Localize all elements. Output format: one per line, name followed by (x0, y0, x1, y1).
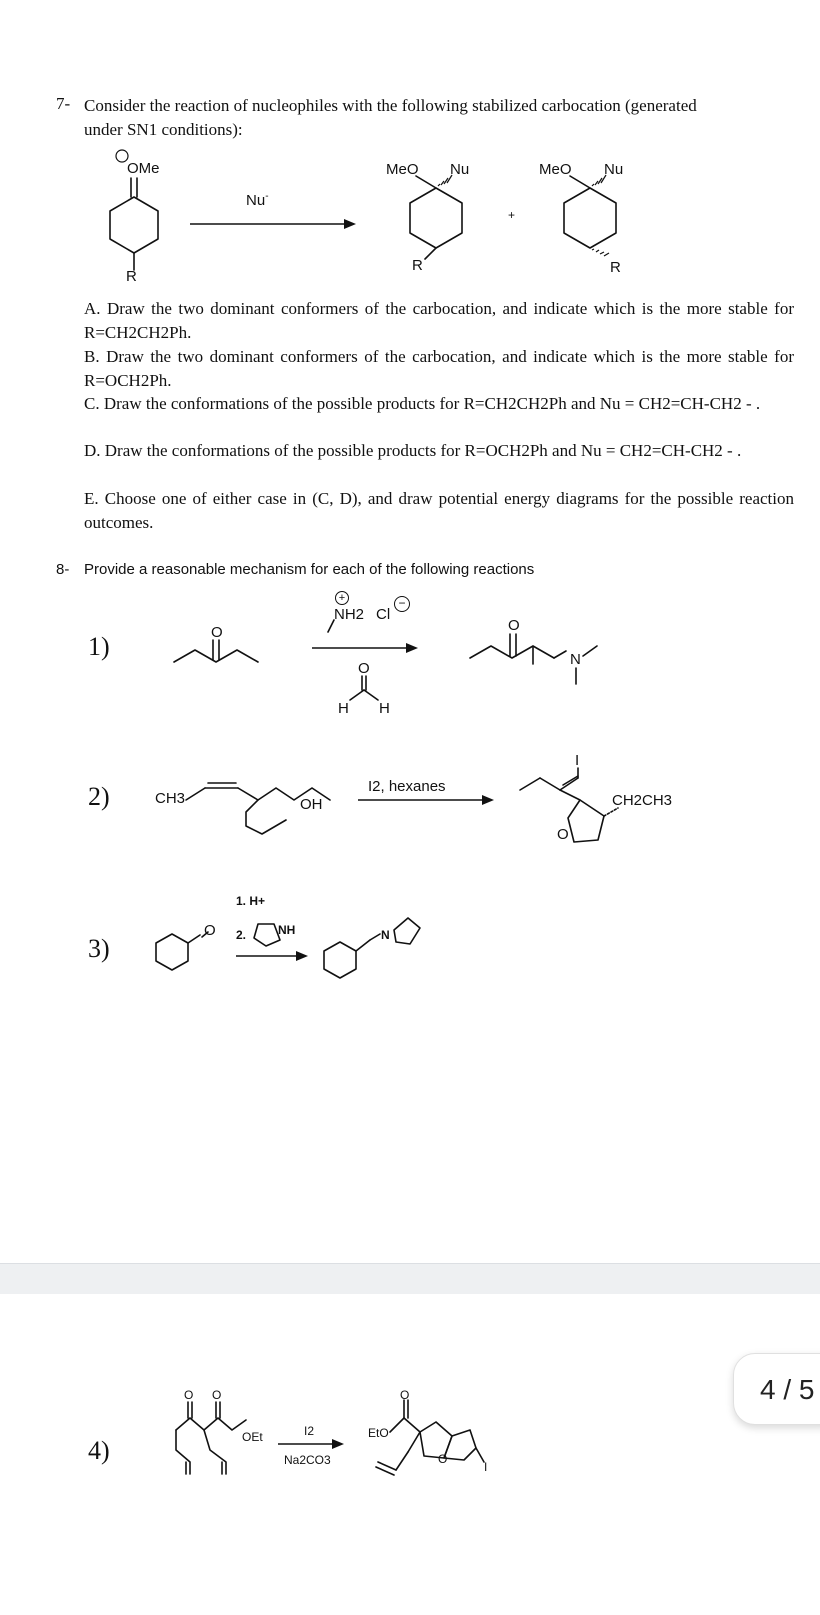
q8-rxn2-product-o: O (557, 826, 569, 843)
q7-nu-reagent: Nu- (246, 191, 269, 209)
q7-intro-line2: under SN1 conditions): (84, 120, 243, 139)
q8-rxn3-step2: 2. (236, 928, 247, 942)
q7-part-c: C. Draw the conformations of the possible products for R=CH2CH2Ph and Nu = CH2=CH-CH2 - . (84, 394, 761, 413)
q8-rxn4-oet: OEt (242, 1430, 263, 1444)
q7-product1-r: R (412, 257, 423, 274)
q7-part-b: B. Draw the two dominant conformers of the carbocation, and indicate which is the more stable for R=OCH2Ph. (84, 347, 794, 390)
q8-rxn4-o1: O (184, 1388, 194, 1402)
q8-rxn1-formaldehyde-o: O (358, 660, 370, 677)
q7-product2-r: R (610, 259, 621, 276)
q8-rxn4-label: 4) (88, 1436, 110, 1465)
q7-part-d: D. Draw the conformations of the possible products for R=OCH2Ph and Nu = CH2=CH-CH2 - . (84, 441, 742, 460)
q8-rxn1-o: O (211, 624, 223, 641)
q8-rxn2-product-i: I (575, 752, 580, 769)
page-divider (0, 1263, 820, 1294)
q7-plus-sign: + (508, 208, 516, 222)
q8-rxn4-product-o-carbonyl: O (400, 1388, 410, 1402)
q8-rxn2-ch3: CH3 (155, 790, 186, 807)
q7-product2-nu: Nu (604, 161, 624, 178)
q8-rxn1-nh2: NH2 (334, 606, 365, 623)
q7-r-label: R (126, 268, 137, 285)
q8-rxn1-cl: Cl (376, 606, 391, 623)
q8-rxn1-product-o: O (508, 617, 520, 634)
q7-ome-label: OMe (127, 160, 160, 177)
q8-rxn2-label: 2) (88, 782, 110, 811)
q7-number: 7- (56, 94, 71, 113)
q7-product1-meo: MeO (386, 161, 419, 178)
q8-rxn1-h-left: H (338, 700, 349, 717)
q7-part-a: A. Draw the two dominant conformers of the carbocation, and indicate which is the more stable for R=CH2CH2Ph. (84, 299, 794, 342)
q8-rxn4-product-i: I (484, 1460, 488, 1474)
q8-rxn3-label: 3) (88, 934, 110, 963)
q8-rxn4-eto: EtO (368, 1426, 389, 1440)
q7-part-e: E. Choose one of either case in (C, D), and draw potential energy diagrams for the possible reaction outcomes. (84, 489, 794, 532)
q8-rxn1-minus-icon: − (394, 596, 410, 612)
q8-rxn2-reagent: I2, hexanes (368, 778, 446, 795)
page-indicator[interactable]: 4 / 5 (733, 1353, 820, 1425)
q8-rxn1-product-n: N (570, 651, 581, 668)
q8-rxn3-step1: 1. H+ (236, 894, 266, 908)
q8-rxn2-product-ch2ch3: CH2CH3 (612, 792, 673, 809)
q8-rxn4-product-o-ring: O (438, 1452, 448, 1466)
q8-rxn4-reagent-top: I2 (304, 1424, 315, 1438)
q7-product2-meo: MeO (539, 161, 572, 178)
q8-rxn4-reagent-bottom: Na2CO3 (284, 1453, 331, 1467)
q8-rxn4-o2: O (212, 1388, 222, 1402)
q8-rxn1-h-right: H (379, 700, 390, 717)
q7-product1-nu: Nu (450, 161, 470, 178)
q8-rxn3-o: O (204, 922, 216, 939)
q8-rxn1-label: 1) (88, 632, 110, 661)
q8-rxn3-nh: NH (278, 923, 296, 937)
q8-rxn3-n: N (381, 928, 390, 942)
q8-rxn2-oh: OH (300, 796, 323, 813)
q8-rxn1-plus-icon: + (335, 591, 349, 605)
q7-intro-line1: Consider the reaction of nucleophiles with the following stabilized carbocation (generated (84, 96, 697, 115)
q8-number: 8- (56, 561, 70, 578)
q8-title: Provide a reasonable mechanism for each of the following reactions (84, 561, 535, 578)
